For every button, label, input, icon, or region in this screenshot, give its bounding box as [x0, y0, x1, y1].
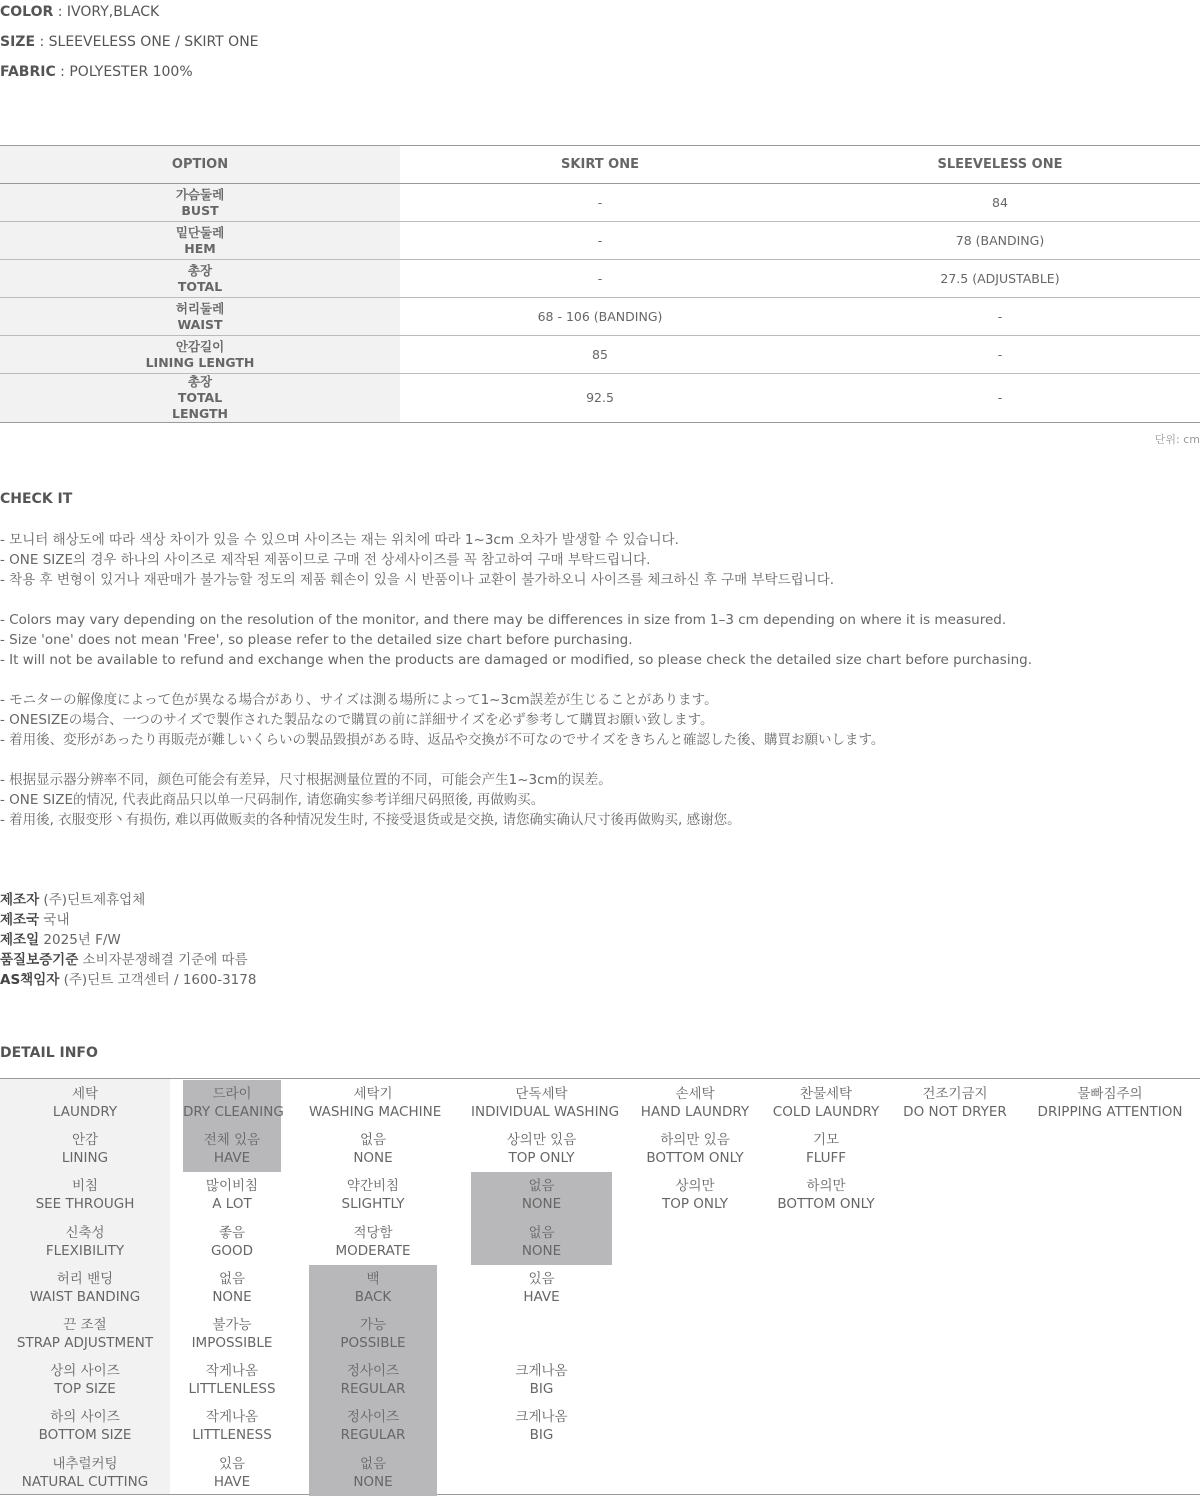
detail-option [309, 1085, 442, 1121]
option-en: HAVE [213, 1150, 251, 1167]
detail-row-label [0, 1316, 170, 1352]
label-kr: 신축성 [65, 1224, 105, 1241]
spec-label: SIZE [0, 34, 36, 50]
option-kr: 상의만 있음 [506, 1132, 577, 1149]
detail-option [183, 1455, 281, 1491]
label-en: SEE THROUGH [35, 1196, 135, 1213]
note-line: - 着用後, 衣服变形丶有损伤, 难以再做贩卖的各种情况发生时, 不接受退货或是交换, 请您确实确认尺寸後再做购买, 感谢您。 [0, 812, 741, 828]
row-label-en: WAIST [177, 316, 223, 332]
header-skirt-one: SKIRT ONE [400, 146, 800, 184]
option-en: GOOD [210, 1242, 254, 1259]
detail-row-label [0, 1362, 170, 1398]
spec-label: COLOR [0, 4, 54, 20]
option-en: SLIGHTLY [341, 1196, 405, 1213]
detail-option [309, 1455, 437, 1491]
detail-option [471, 1085, 620, 1121]
row-label [0, 298, 400, 336]
detail-option [309, 1131, 437, 1167]
maker-value: 국내 [43, 912, 70, 928]
size-table [0, 145, 1200, 423]
detail-row-label [0, 1224, 170, 1260]
detail-option [309, 1316, 437, 1352]
option-kr: 상의만 [675, 1178, 715, 1195]
cell-skirt: - [400, 260, 800, 298]
maker-row [0, 950, 256, 970]
spec-value: SLEEVELESS ONE / SKIRT ONE [48, 34, 259, 50]
option-kr: 크게나옴 [515, 1409, 568, 1426]
option-en: HAVE [523, 1288, 560, 1305]
option-kr: 찬물세탁 [799, 1086, 853, 1102]
maker-row [0, 970, 256, 990]
option-kr: 적당함 [353, 1224, 393, 1241]
maker-info [0, 890, 256, 990]
detail-option [471, 1224, 612, 1260]
table-row [0, 336, 1200, 374]
header-option: OPTION [0, 146, 400, 184]
detail-option [183, 1316, 281, 1352]
spec-sep: : [35, 34, 49, 50]
option-kr: 기모 [812, 1132, 840, 1149]
row-label-en: LINING LENGTH [145, 354, 255, 370]
option-en: FLUFF [805, 1150, 847, 1167]
option-en: NONE [212, 1288, 252, 1305]
detail-option [627, 1085, 763, 1121]
label-kr: 하의 사이즈 [50, 1409, 120, 1426]
option-en: DRY CLEANING [183, 1104, 284, 1120]
cell-sleeveless: 84 [800, 184, 1200, 222]
option-en: WASHING MACHINE [309, 1104, 442, 1120]
detail-option [1020, 1085, 1200, 1121]
option-kr: 정사이즈 [346, 1363, 400, 1380]
cell-sleeveless: - [800, 374, 1200, 423]
maker-value: 2025년 F/W [43, 932, 121, 948]
row-label-en: TOTAL [177, 390, 223, 405]
row-label-kr: 허리둘레 [175, 300, 225, 316]
spec-sep: : [55, 64, 70, 80]
option-en: DO NOT DRYER [903, 1104, 1007, 1120]
label-kr: 끈 조절 [63, 1317, 107, 1333]
option-kr: 없음 [359, 1132, 387, 1149]
row-label-en: TOTAL [177, 278, 223, 294]
maker-row [0, 890, 256, 910]
maker-row [0, 910, 256, 930]
detail-option [471, 1131, 612, 1167]
label-en: NATURAL CUTTING [21, 1473, 149, 1490]
label-kr: 비침 [71, 1178, 99, 1195]
maker-label: 제조일 [0, 932, 40, 948]
option-kr: 크게나옴 [515, 1363, 568, 1380]
detail-row-label [0, 1177, 170, 1213]
cell-skirt: - [400, 184, 800, 222]
option-en: POSSIBLE [340, 1335, 406, 1351]
option-kr: 있음 [528, 1270, 555, 1287]
detail-row-label [0, 1455, 170, 1491]
row-label-en: BUST [181, 202, 219, 218]
table-row [0, 298, 1200, 336]
row-label-en2: LENGTH [172, 406, 228, 421]
note-line: - モニターの解像度によって色が異なる場合があり、サイズは測る場所によって1~3cm誤差が生じることがあります。 [0, 692, 718, 708]
note-line: - ONE SIZE의 경우 하나의 사이즈로 제작된 제품이므로 구매 전 상세사이즈를 꼭 참고하여 구매 부탁드립니다. [0, 552, 651, 568]
spec-value: POLYESTER 100% [69, 64, 193, 80]
spec-color [0, 4, 159, 20]
option-en: REGULAR [340, 1381, 406, 1398]
label-kr: 상의 사이즈 [50, 1363, 120, 1380]
option-kr: 가능 [359, 1317, 387, 1333]
cell-sleeveless: - [800, 298, 1200, 336]
note-line: - 착용 후 변형이 있거나 재판매가 불가능할 정도의 제품 훼손이 있을 시 반품이나 교환이 불가하오니 사이즈를 체크하신 후 구매 부탁드립니다. [0, 572, 835, 588]
detail-option [309, 1177, 437, 1213]
detail-option [309, 1362, 437, 1398]
detail-option [471, 1177, 612, 1213]
option-kr: 좋음 [218, 1224, 246, 1241]
option-en: BOTTOM ONLY [646, 1150, 744, 1167]
option-en: BIG [529, 1427, 554, 1444]
option-kr: 많이비침 [205, 1178, 259, 1195]
spec-label: FABRIC [0, 64, 56, 80]
option-en: INDIVIDUAL WASHING [471, 1104, 620, 1120]
row-label-en: HEM [184, 240, 216, 256]
cell-sleeveless: - [800, 336, 1200, 374]
option-en: REGULAR [340, 1427, 406, 1444]
check-it-title: CHECK IT [0, 491, 73, 507]
option-en: NONE [353, 1150, 393, 1167]
detail-row-label [0, 1408, 170, 1444]
label-en: LINING [61, 1150, 109, 1167]
cell-sleeveless: 78 (BANDING) [800, 222, 1200, 260]
detail-option [183, 1085, 284, 1121]
spec-fabric [0, 64, 193, 80]
note-line: - Size 'one' does not mean 'Free', so please refer to the detailed size chart before purchasing. [0, 632, 633, 648]
option-en: LITTLENESS [192, 1427, 272, 1444]
detail-row-label [0, 1085, 170, 1121]
detail-row-label [0, 1270, 170, 1306]
label-kr: 안감 [71, 1132, 99, 1149]
detail-option [764, 1177, 888, 1213]
option-kr: 없음 [528, 1178, 555, 1195]
option-kr: 물빠짐주의 [1077, 1086, 1143, 1102]
cell-skirt: - [400, 222, 800, 260]
option-en: COLD LAUNDRY [772, 1104, 880, 1120]
detail-info-grid [0, 1078, 1200, 1495]
detail-option [183, 1224, 281, 1260]
note-line: - ONESIZEの場合、一つのサイズで製作された製品なので購買の前に詳細サイズを必ず参考して購買お願い致します。 [0, 712, 714, 728]
detail-row-label [0, 1131, 170, 1167]
option-kr: 단독세탁 [515, 1086, 568, 1102]
option-kr: 건조기금지 [922, 1086, 988, 1102]
size-table-header [0, 146, 1200, 184]
option-kr: 전체 있음 [203, 1132, 261, 1149]
label-en: STRAP ADJUSTMENT [16, 1335, 154, 1351]
option-en: TOP ONLY [508, 1150, 575, 1167]
row-label-kr: 총장 [187, 374, 213, 389]
note-line: - It will not be available to refund and exchange when the products are damaged or modified, so please check the detailed size chart before purchasing. [0, 652, 1032, 668]
note-line: - 着用後、変形があったり再販売が難しいくらいの製品毀損がある時、返品や交換が不可なのでサイズをきちんと確認した後、購買お願いします。 [0, 732, 885, 748]
table-row [0, 184, 1200, 222]
option-kr: 세탁기 [353, 1086, 393, 1102]
option-en: BIG [529, 1381, 554, 1398]
detail-option [183, 1408, 281, 1444]
option-kr: 손세탁 [675, 1086, 715, 1102]
option-kr: 정사이즈 [346, 1409, 400, 1426]
row-label [0, 184, 400, 222]
option-en: NONE [353, 1473, 393, 1490]
option-en: IMPOSSIBLE [191, 1335, 273, 1351]
detail-option [309, 1408, 437, 1444]
option-kr: 하의만 있음 [660, 1132, 730, 1149]
detail-option [764, 1131, 888, 1167]
label-kr: 내추럴커팅 [52, 1455, 118, 1472]
maker-label: 제조자 [0, 892, 40, 908]
detail-option [183, 1270, 281, 1306]
option-kr: 백 [366, 1270, 380, 1287]
cell-skirt: 92.5 [400, 374, 800, 423]
note-line: - 根据显示器分辨率不同，颜色可能会有差异，尺寸根据测量位置的不同，可能会产生1~3cm的误差。 [0, 772, 612, 788]
label-en: LAUNDRY [52, 1104, 118, 1120]
option-en: NONE [521, 1196, 562, 1213]
detail-option [309, 1224, 437, 1260]
row-label [0, 374, 400, 423]
header-sleeveless-one: SLEEVELESS ONE [800, 146, 1200, 184]
detail-option [309, 1270, 437, 1306]
detail-option [471, 1362, 612, 1398]
maker-label: AS책임자 [0, 972, 60, 988]
option-en: BACK [354, 1288, 392, 1305]
option-en: NONE [521, 1242, 562, 1259]
detail-option [888, 1085, 1022, 1121]
row-label-kr: 총장 [187, 262, 213, 278]
label-en: FLEXIBILITY [45, 1242, 125, 1259]
row-label-kr: 가슴둘레 [175, 186, 225, 202]
maker-value: (주)딘트 고객센터 / 1600-3178 [63, 972, 257, 988]
option-kr: 드라이 [212, 1086, 252, 1102]
unit-note: 단위: cm [1154, 433, 1200, 446]
note-line: - ONE SIZE的情况, 代表此商品只以单一尺码制作, 请您确实参考详细尺码照後, 再做购买。 [0, 792, 545, 808]
detail-info-title: DETAIL INFO [0, 1045, 98, 1061]
detail-option [627, 1177, 763, 1213]
detail-option [627, 1131, 763, 1167]
option-en: HAVE [213, 1473, 251, 1490]
option-kr: 없음 [528, 1224, 555, 1241]
note-line: - Colors may vary depending on the resolution of the monitor, and there may be differences in size from 1–3 cm depending on where it is measured. [0, 612, 1007, 628]
row-label [0, 260, 400, 298]
row-label [0, 336, 400, 374]
option-kr: 작게나옴 [205, 1409, 259, 1426]
label-en: TOP SIZE [54, 1381, 116, 1398]
row-label-kr: 밑단둘레 [175, 224, 225, 240]
option-en: TOP ONLY [661, 1196, 728, 1213]
option-kr: 없음 [218, 1270, 246, 1287]
option-en: LITTLENLESS [188, 1381, 276, 1398]
maker-row [0, 930, 256, 950]
detail-option [471, 1270, 612, 1306]
row-label [0, 222, 400, 260]
option-en: A LOT [212, 1196, 252, 1213]
option-kr: 불가능 [212, 1317, 252, 1333]
option-kr: 없음 [359, 1455, 387, 1472]
option-en: DRIPPING ATTENTION [1037, 1104, 1183, 1120]
option-en: HAND LAUNDRY [640, 1104, 750, 1120]
cell-skirt: 68 - 106 (BANDING) [400, 298, 800, 336]
maker-label: 품질보증기준 [0, 952, 79, 968]
note-spacer [0, 590, 1200, 610]
check-it-notes [0, 530, 1200, 830]
maker-value: 소비자분쟁해결 기준에 따름 [82, 952, 248, 968]
option-kr: 약간비침 [346, 1178, 400, 1195]
label-kr: 세탁 [71, 1086, 99, 1102]
spec-value: IVORY,BLACK [66, 4, 160, 20]
detail-option [471, 1408, 612, 1444]
detail-option [183, 1177, 281, 1213]
cell-skirt: 85 [400, 336, 800, 374]
option-en: MODERATE [335, 1242, 411, 1259]
note-spacer [0, 750, 1200, 770]
option-kr: 하의만 [806, 1178, 846, 1195]
note-line: - 모니터 해상도에 따라 색상 차이가 있을 수 있으며 사이즈는 재는 위치에 따라 1~3cm 오차가 발생할 수 있습니다. [0, 532, 679, 548]
detail-option [183, 1131, 281, 1167]
maker-label: 제조국 [0, 912, 40, 928]
table-row [0, 260, 1200, 298]
detail-option [764, 1085, 888, 1121]
spec-sep: : [53, 4, 67, 20]
option-kr: 작게나옴 [205, 1363, 259, 1380]
label-en: BOTTOM SIZE [38, 1427, 132, 1444]
detail-option [183, 1362, 281, 1398]
maker-value: (주)딘트제휴업체 [43, 892, 146, 908]
table-row [0, 222, 1200, 260]
label-en: WAIST BANDING [29, 1288, 141, 1305]
row-label-kr: 안감길이 [175, 338, 225, 354]
option-en: BOTTOM ONLY [777, 1196, 875, 1213]
note-spacer [0, 670, 1200, 690]
label-kr: 허리 밴딩 [56, 1270, 114, 1287]
cell-sleeveless: 27.5 (ADJUSTABLE) [800, 260, 1200, 298]
table-row [0, 374, 1200, 423]
spec-size [0, 34, 259, 50]
option-kr: 있음 [218, 1455, 246, 1472]
